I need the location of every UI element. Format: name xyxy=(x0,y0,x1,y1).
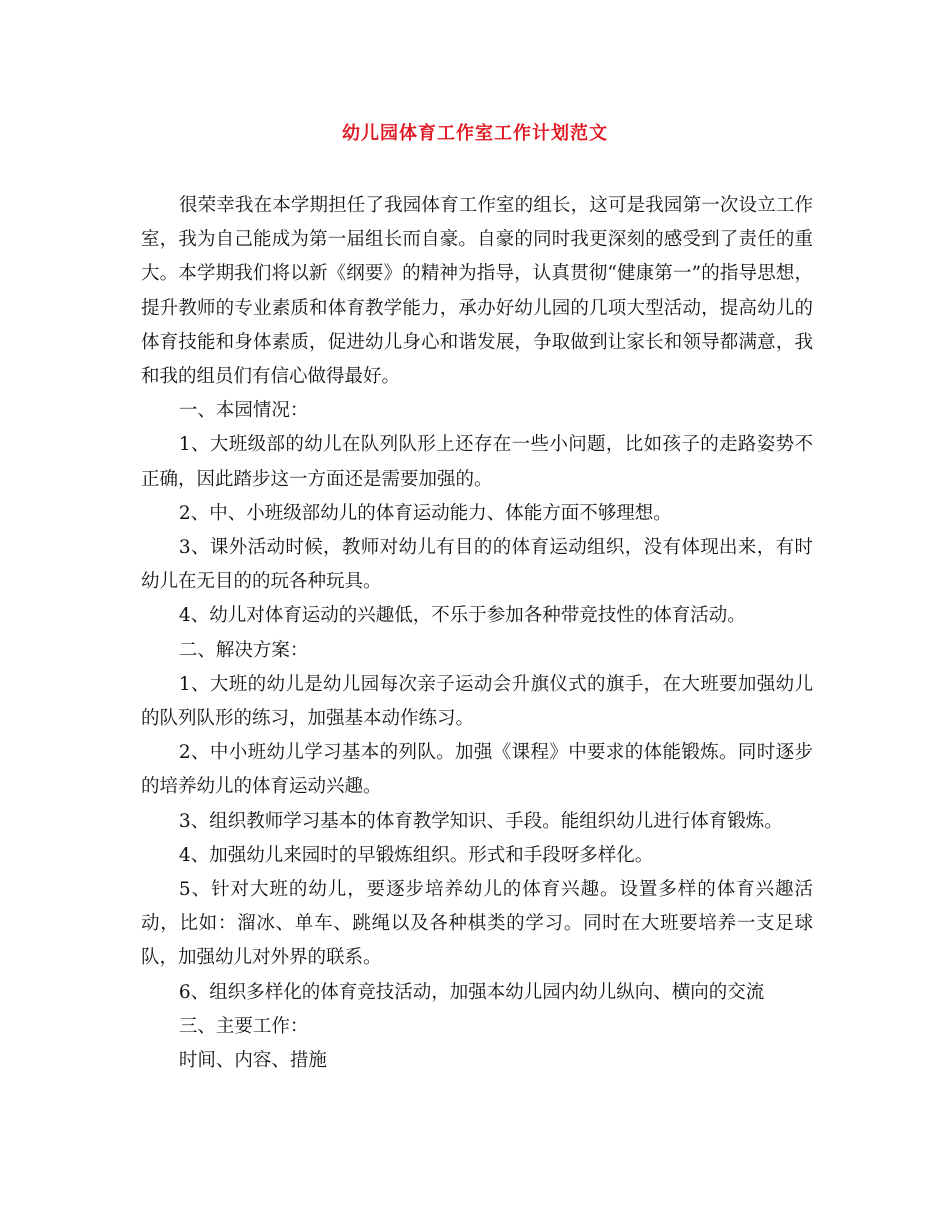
paragraph-solution-4: 4、加强幼儿来园时的早锻炼组织。形式和手段呀多样化。 xyxy=(178,844,654,866)
paragraph-solution-5: 5、针对大班的幼儿，要逐步培养幼儿的体育兴趣。设置多样的体育兴趣活动，比如：溜冰、单车、跳绳以及各种棋类的学习。同时在大班要培养一支足球队，加强幼儿对外界的联系。 xyxy=(141,879,813,969)
section-heading-main-work: 三、主要工作： xyxy=(178,1015,309,1037)
paragraph-situation-2: 2、中、小班级部幼儿的体育运动能力、体能方面不够理想。 xyxy=(178,502,672,524)
document-body xyxy=(141,189,813,1078)
paragraph-situation-4: 4、幼儿对体育运动的兴趣低，不乐于参加各种带竞技性的体育活动。 xyxy=(178,605,746,627)
paragraph-main-work-columns: 时间、内容、措施 xyxy=(178,1050,327,1072)
paragraph-solution-2: 2、中小班幼儿学习基本的列队。加强《课程》中要求的体能锻炼。同时逐步的培养幼儿的体育运动兴趣。 xyxy=(141,742,813,798)
paragraph-solution-1: 1、大班的幼儿是幼儿园每次亲子运动会升旗仪式的旗手，在大班要加强幼儿的队列队形的练习，加强基本动作练习。 xyxy=(141,673,813,730)
paragraph-solution-6: 6、组织多样化的体育竞技活动，加强本幼儿园内幼儿纵向、横向的交流 xyxy=(178,981,765,1003)
section-heading-solutions: 二、解决方案： xyxy=(178,639,309,661)
paragraph-situation-3: 3、课外活动时候，教师对幼儿有目的的体育运动组织，没有体现出来，有时幼儿在无目的的玩各种玩具。 xyxy=(141,537,813,593)
paragraph-solution-3: 3、组织教师学习基本的体育教学知识、手段。能组织幼儿进行体育锻炼。 xyxy=(178,810,783,832)
document-title: 幼儿园体育工作室工作计划范文 xyxy=(342,123,608,144)
paragraph-intro: 很荣幸我在本学期担任了我园体育工作室的组长，这可是我园第一次设立工作室，我为自己能成为第一届组长而自豪。自豪的同时我更深刻的感受到了责任的重大。本学期我们将以新《纲要》的精神为指导，认真贯彻“健康第一”的指导思想，提升教师的专业素质和体育教学能力，承办好幼儿园的几项大型活动，提高幼儿的体育技能和身体素质，促进幼儿身心和谐发展，争取做到让家长和领导都满意，我和我的组员们有信心做得最好。 xyxy=(141,195,813,388)
paragraph-situation-1: 1、大班级部的幼儿在队列队形上还存在一些小问题，比如孩子的走路姿势不正确，因此踏步这一方面还是需要加强的。 xyxy=(141,434,813,490)
section-heading-situation: 一、本园情况： xyxy=(178,400,309,422)
